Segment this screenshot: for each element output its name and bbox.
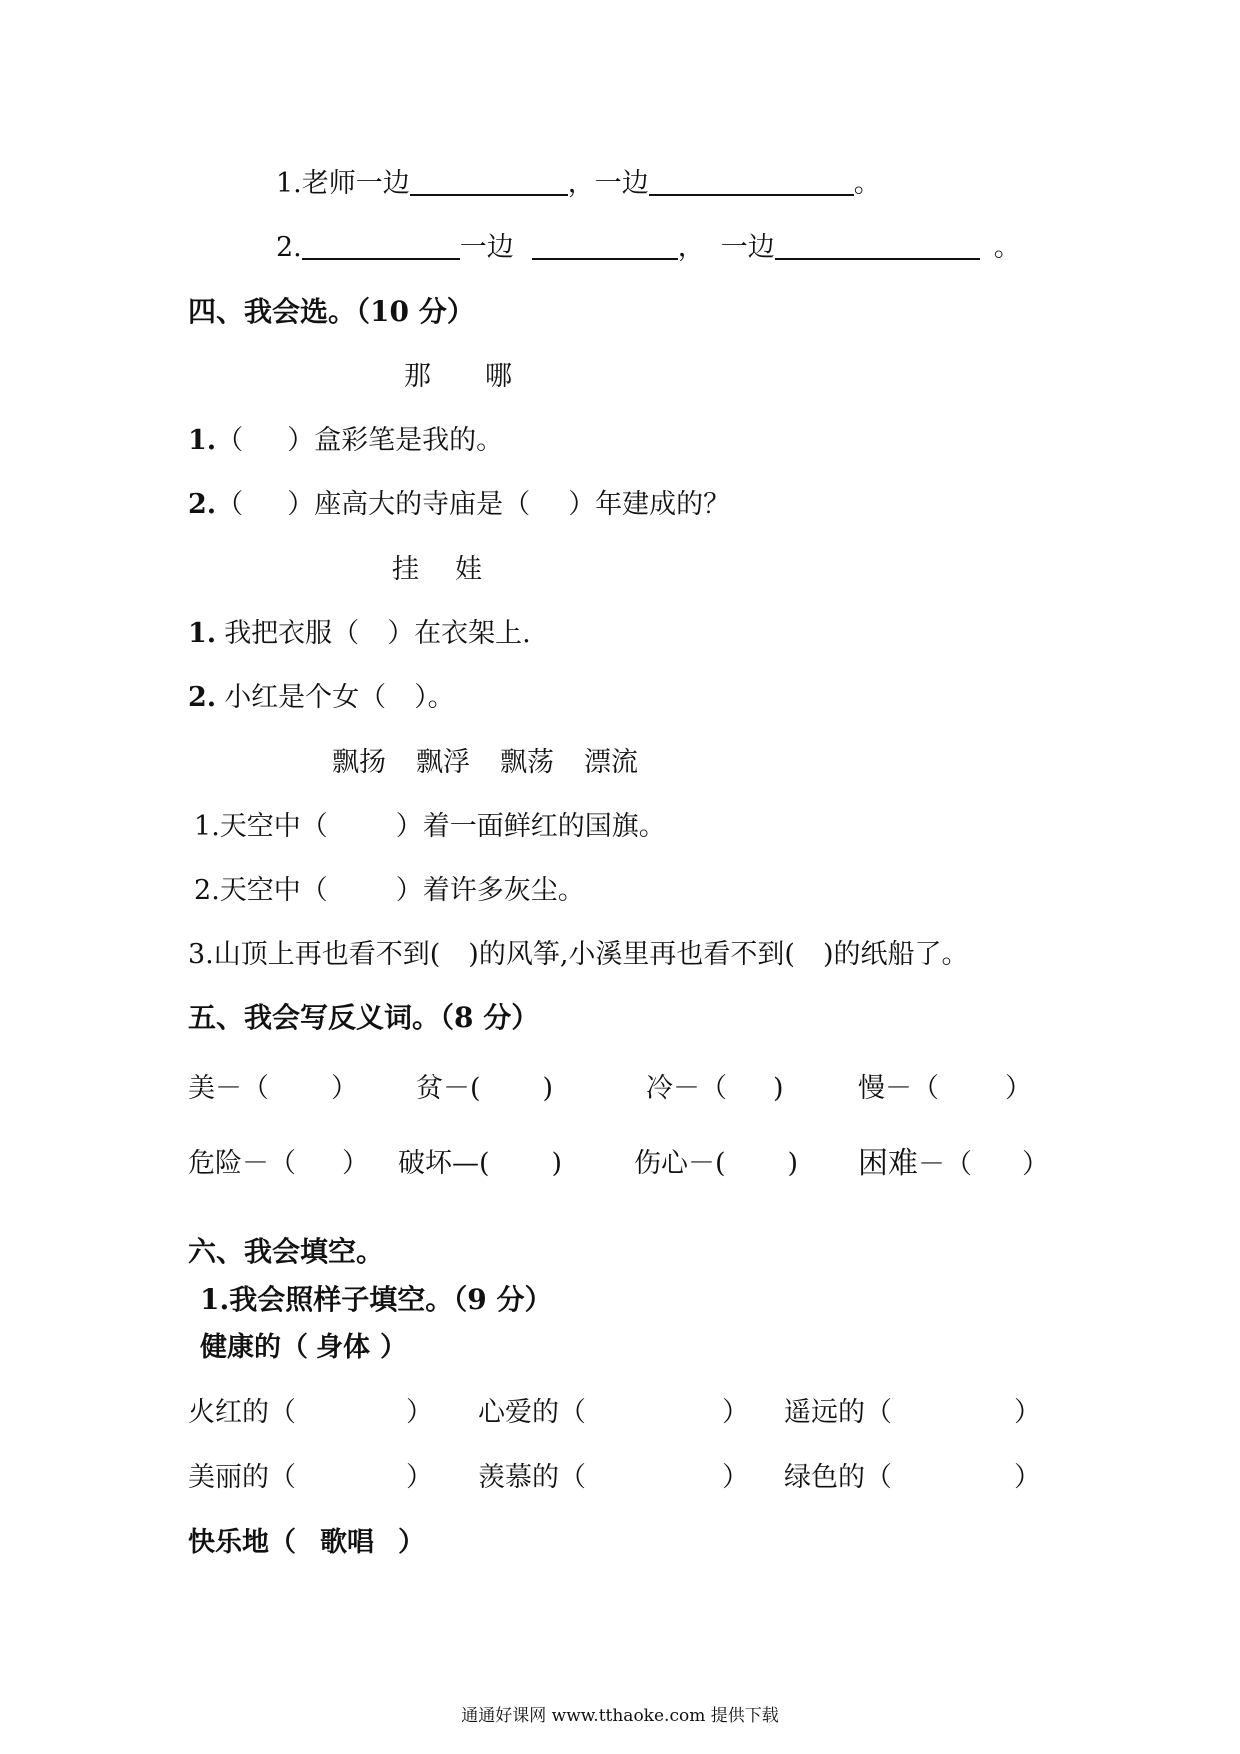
fill-item: 美丽的（ ） (188, 1462, 433, 1493)
antonym-item: 危险－（ ） (188, 1148, 369, 1179)
question-number: 1 (194, 811, 212, 842)
fill-item: 羡慕的（ ） (478, 1462, 749, 1493)
s3-item-2-blank-2[interactable] (532, 230, 678, 260)
s3-item-1-mid: ，一边 (567, 168, 649, 199)
s4-g3-q2: 2.天空中（ ）着许多灰尘。 (194, 875, 585, 906)
s6-example-1: 健康的（ 身体 ） (200, 1332, 407, 1363)
s4-g1-choices (404, 357, 512, 397)
s5-row-2 (188, 1144, 1088, 1184)
s4-g2-q1: 1. 我把衣服（ ）在衣架上. (188, 618, 531, 649)
s3-item-1 (276, 164, 881, 204)
fill-item: 心爱的（ ） (478, 1397, 749, 1428)
antonym-item: 美－（ ） (188, 1073, 358, 1104)
s4-g1-q2: 2.（ ）座高大的寺庙是（ ）年建成的？ (188, 489, 731, 520)
section-5-title: 五、我会写反义词。（8 分） (188, 1001, 540, 1034)
antonym-item: 贫－( ) (416, 1073, 554, 1104)
s3-item-2-mid-1: 一边 (459, 232, 514, 263)
s3-item-2-end: 。 (993, 232, 1021, 263)
s6-row-2 (188, 1458, 1088, 1498)
s4-g1-q1: 1.（ ）盒彩笔是我的。 (188, 425, 504, 456)
antonym-item: 冷－（ ) (646, 1073, 784, 1104)
choice-word: 哪 (485, 361, 512, 392)
fill-item: 遥远的（ ） (784, 1397, 1041, 1428)
s3-item-1-blank-2[interactable] (649, 166, 854, 196)
choice-word: 飘扬 (332, 747, 386, 778)
s3-item-1-label: 1.老师一边 (276, 168, 410, 199)
s3-item-1-blank-1[interactable] (410, 166, 568, 196)
page-footer: 通通好课网 www.tthaoke.com 提供下载 (461, 1706, 779, 1726)
choice-word: 飘浮 (416, 747, 470, 778)
choice-word: 那 (404, 361, 431, 392)
s4-g3-choices (332, 743, 638, 783)
antonym-item: 伤心－( ) (634, 1148, 799, 1179)
s3-item-2-blank-1[interactable] (302, 230, 460, 260)
antonym-item: 破坏—( ) (398, 1148, 563, 1179)
s6-example-2: 快乐地（ 歌唱 ） (188, 1527, 425, 1558)
question-text: 年建成的？ (595, 489, 731, 520)
choice-word: 娃 (455, 554, 482, 585)
question-number: 2. (188, 489, 217, 520)
s4-g3-q1: 1.天空中（ ）着一面鲜红的国旗。 (194, 811, 666, 842)
antonym-item: 慢－（ ） (858, 1073, 1032, 1104)
question-number: 2 (194, 875, 212, 906)
choice-word: 漂流 (584, 747, 638, 778)
s4-g3-q3: 3.山顶上再也看不到( )的风筝,小溪里再也看不到( )的纸船了。 (188, 939, 969, 970)
question-text: 座高大的寺庙是 (314, 489, 504, 520)
s3-item-2 (276, 228, 1021, 268)
s3-item-2-mid-2: 一边 (720, 232, 775, 263)
s3-item-2-label: 2. (276, 232, 302, 263)
fill-item: 火红的（ ） (188, 1397, 433, 1428)
s6-row-1 (188, 1393, 1088, 1433)
question-number: 1. (188, 618, 217, 649)
section-6-sub-1-title: 1.我会照样子填空。（9 分） (200, 1283, 553, 1316)
section-6-title: 六、我会填空。 (188, 1235, 385, 1268)
choice-word: 挂 (392, 554, 419, 585)
example-answer: 身体 (316, 1332, 370, 1363)
example-answer: 歌唱 (320, 1527, 374, 1558)
s3-item-2-comma: ， (677, 232, 705, 263)
s3-item-2-blank-3[interactable] (775, 230, 980, 260)
question-number: 1. (188, 425, 217, 456)
choice-word: 飘荡 (500, 747, 554, 778)
question-text: 盒彩笔是我的。 (314, 425, 504, 456)
question-number: 2. (188, 682, 217, 713)
s5-row-1 (188, 1069, 1088, 1109)
s3-item-1-end: 。 (853, 168, 881, 199)
section-4-title: 四、我会选。（10 分） (188, 295, 475, 328)
antonym-item: 困难－（ ） (858, 1146, 1049, 1181)
s4-g2-choices (392, 550, 482, 590)
fill-item: 绿色的（ ） (784, 1462, 1041, 1493)
s4-g2-q2: 2. 小红是个女（ ）。 (188, 682, 455, 713)
